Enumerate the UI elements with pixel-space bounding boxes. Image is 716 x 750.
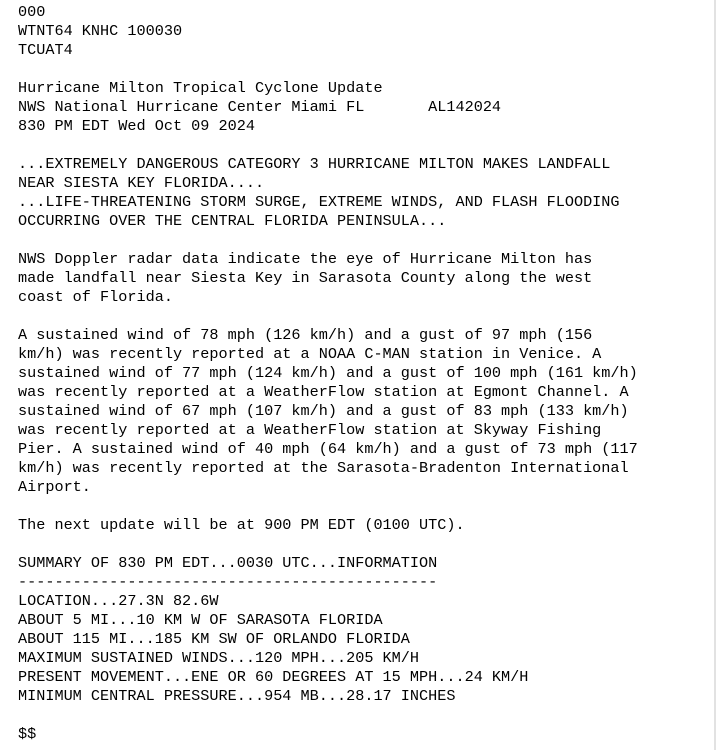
header-line-2: WTNT64 KNHC 100030 <box>18 22 183 40</box>
summary-heading: SUMMARY OF 830 PM EDT...0030 UTC...INFORMATION <box>18 554 438 572</box>
product-title: Hurricane Milton Tropical Cyclone Update <box>18 79 383 97</box>
issuing-office: NWS National Hurricane Center Miami FL AL142024 <box>18 98 502 116</box>
paragraph-line: was recently reported at a WeatherFlow station at Egmont Channel. A <box>18 383 629 401</box>
summary-line: ABOUT 115 MI...185 KM SW OF ORLANDO FLORIDA <box>18 630 410 648</box>
paragraph-line: km/h) was recently reported at the Sarasota-Bradenton International <box>18 459 629 477</box>
summary-line: ABOUT 5 MI...10 KM W OF SARASOTA FLORIDA <box>18 611 383 629</box>
summary-line: MAXIMUM SUSTAINED WINDS...120 MPH...205 KM/H <box>18 649 420 667</box>
paragraph-line: Airport. <box>18 478 91 496</box>
blank-line <box>18 307 638 326</box>
summary-line: PRESENT MOVEMENT...ENE OR 60 DEGREES AT 15 MPH...24 KM/H <box>18 668 529 686</box>
blank-line <box>18 497 638 516</box>
next-update-line: The next update will be at 900 PM EDT (0100 UTC). <box>18 516 465 534</box>
blank-line <box>18 136 638 155</box>
paragraph-line: sustained wind of 77 mph (124 km/h) and a gust of 100 mph (161 km/h) <box>18 364 638 382</box>
blank-line <box>18 535 638 554</box>
paragraph-line: coast of Florida. <box>18 288 173 306</box>
issue-time: 830 PM EDT Wed Oct 09 2024 <box>18 117 255 135</box>
header-line-1: 000 <box>18 3 46 21</box>
paragraph-line: was recently reported at a WeatherFlow station at Skyway Fishing <box>18 421 602 439</box>
headline-line: NEAR SIESTA KEY FLORIDA.... <box>18 174 265 192</box>
blank-line <box>18 706 638 725</box>
blank-line <box>18 231 638 250</box>
header-line-3: TCUAT4 <box>18 41 73 59</box>
headline-line: OCCURRING OVER THE CENTRAL FLORIDA PENINSULA... <box>18 212 447 230</box>
paragraph-line: made landfall near Siesta Key in Sarasota County along the west <box>18 269 593 287</box>
summary-rule: ---------------------------------------------- <box>18 573 438 591</box>
summary-line: MINIMUM CENTRAL PRESSURE...954 MB...28.17 INCHES <box>18 687 456 705</box>
headline-line: ...LIFE-THREATENING STORM SURGE, EXTREME WINDS, AND FLASH FLOODING <box>18 193 620 211</box>
paragraph-line: km/h) was recently reported at a NOAA C-MAN station in Venice. A <box>18 345 602 363</box>
advisory-text <box>18 3 638 744</box>
paragraph-line: A sustained wind of 78 mph (126 km/h) and a gust of 97 mph (156 <box>18 326 593 344</box>
end-marker: $$ <box>18 725 37 743</box>
paragraph-line: NWS Doppler radar data indicate the eye of Hurricane Milton has <box>18 250 593 268</box>
paragraph-line: sustained wind of 67 mph (107 km/h) and a gust of 83 mph (133 km/h) <box>18 402 629 420</box>
summary-line: LOCATION...27.3N 82.6W <box>18 592 219 610</box>
headline-line: ...EXTREMELY DANGEROUS CATEGORY 3 HURRICANE MILTON MAKES LANDFALL <box>18 155 611 173</box>
blank-line <box>18 60 638 79</box>
paragraph-line: Pier. A sustained wind of 40 mph (64 km/h) and a gust of 73 mph (117 <box>18 440 638 458</box>
